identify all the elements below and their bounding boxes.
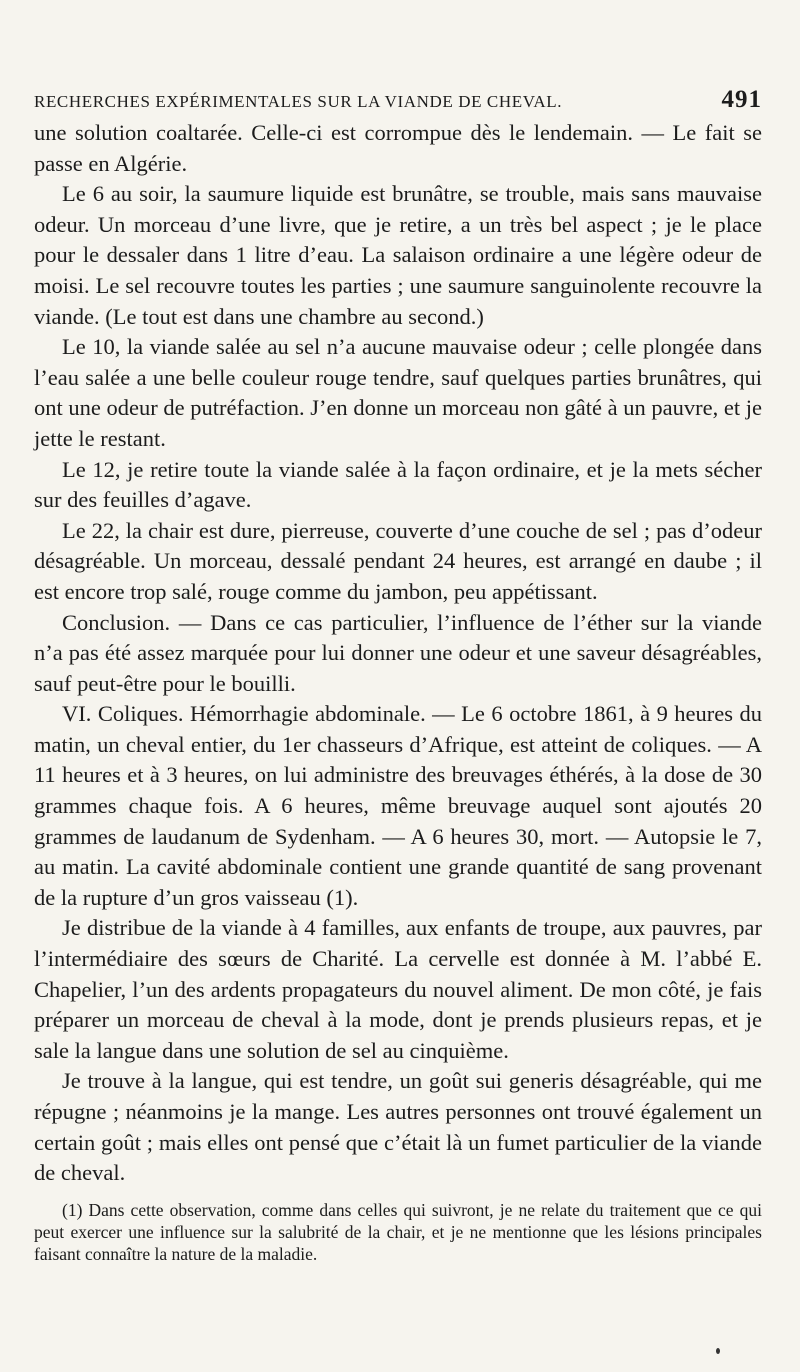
running-head (34, 86, 762, 112)
page-number: 491 (721, 86, 762, 113)
footnote-text: (1) Dans cette observation, comme dans celles qui suivront, je ne relate du traitement que ce qui peut exercer une influence sur la salubrité de la chair, et je ne mentionne que les lésions principales faisant connaître la nature de la maladie. (34, 1199, 762, 1264)
paragraph-2: Le 6 au soir, la saumure liquide est brunâtre, se trouble, mais sans mauvaise odeur. Un morceau d’une livre, que je retire, a un très bel aspect ; je le place pour le dessaler dans 1 litre d’eau. La salaison ordinaire a une légère odeur de moisi. Le sel recouvre toutes les parties ; une saumure sanguinolente recouvre la viande. (Le tout est dans une chambre au second.) (34, 181, 762, 329)
paragraph-conclusion: Conclusion. — Dans ce cas particulier, l’influence de l’éther sur la viande n’a pas été assez marquée pour lui donner une odeur et une saveur désagréables, sauf peut-être pour le bouilli. (34, 609, 762, 696)
paragraph-case-vi: VI. Coliques. Hémorrhagie abdominale. — Le 6 octobre 1861, à 9 heures du matin, un cheval entier, du 1er chasseurs d’Afrique, est atteint de coliques. — A 11 heures et à 3 heures, on lui administre des breuvages éthérés, à la dose de 30 grammes chaque fois. A 6 heures, même breuvage auquel sont ajoutés 20 grammes de laudanum de Sydenham. — A 6 heures 30, mort. — Autopsie le 7, au matin. La cavité abdominale contient une grande quantité de sang provenant de la rupture d’un gros vaisseau (1). (34, 701, 762, 910)
running-title: RECHERCHES EXPÉRIMENTALES SUR LA VIANDE DE CHEVAL. (34, 92, 563, 111)
paragraph-1: une solution coaltarée. Celle-ci est corrompue dès le lendemain. — Le fait se passe en Algérie. (34, 120, 762, 176)
ink-speck (716, 1348, 720, 1354)
footnote (34, 1199, 762, 1265)
paragraph-3: Le 10, la viande salée au sel n’a aucune mauvaise odeur ; celle plongée dans l’eau salée a une belle couleur rouge tendre, sauf quelques parties brunâtres, qui ont une odeur de putréfaction. J’en donne un morceau non gâté à un pauvre, et je jette le restant. (34, 334, 762, 451)
paragraph-5: Le 22, la chair est dure, pierreuse, couverte d’une couche de sel ; pas d’odeur désagréable. Un morceau, dessalé pendant 24 heures, est arrangé en daube ; il est encore trop salé, rouge comme du jambon, peu appétissant. (34, 517, 762, 604)
paragraph-tongue: Je trouve à la langue, qui est tendre, un goût sui generis désagréable, qui me répugne ; néanmoins je la mange. Les autres personnes ont trouvé également un certain goût ; mais elles ont pensé que c’était là un fumet particulier de la viande de cheval. (34, 1068, 762, 1186)
paragraph-distribution: Je distribue de la viande à 4 familles, aux enfants de troupe, aux pauvres, par l’intermédiaire des sœurs de Charité. La cervelle est donnée à M. l’abbé E. Chapelier, l’un des ardents propagateurs du nouvel aliment. De mon côté, je fais préparer un morceau de cheval à la mode, dont je prends plusieurs repas, et je sale la langue dans une solution de sel au cinquième. (34, 915, 762, 1063)
paragraph-4: Le 12, je retire toute la viande salée à la façon ordinaire, et je la mets sécher sur des feuilles d’agave. (34, 456, 762, 513)
body-text (34, 118, 762, 1189)
